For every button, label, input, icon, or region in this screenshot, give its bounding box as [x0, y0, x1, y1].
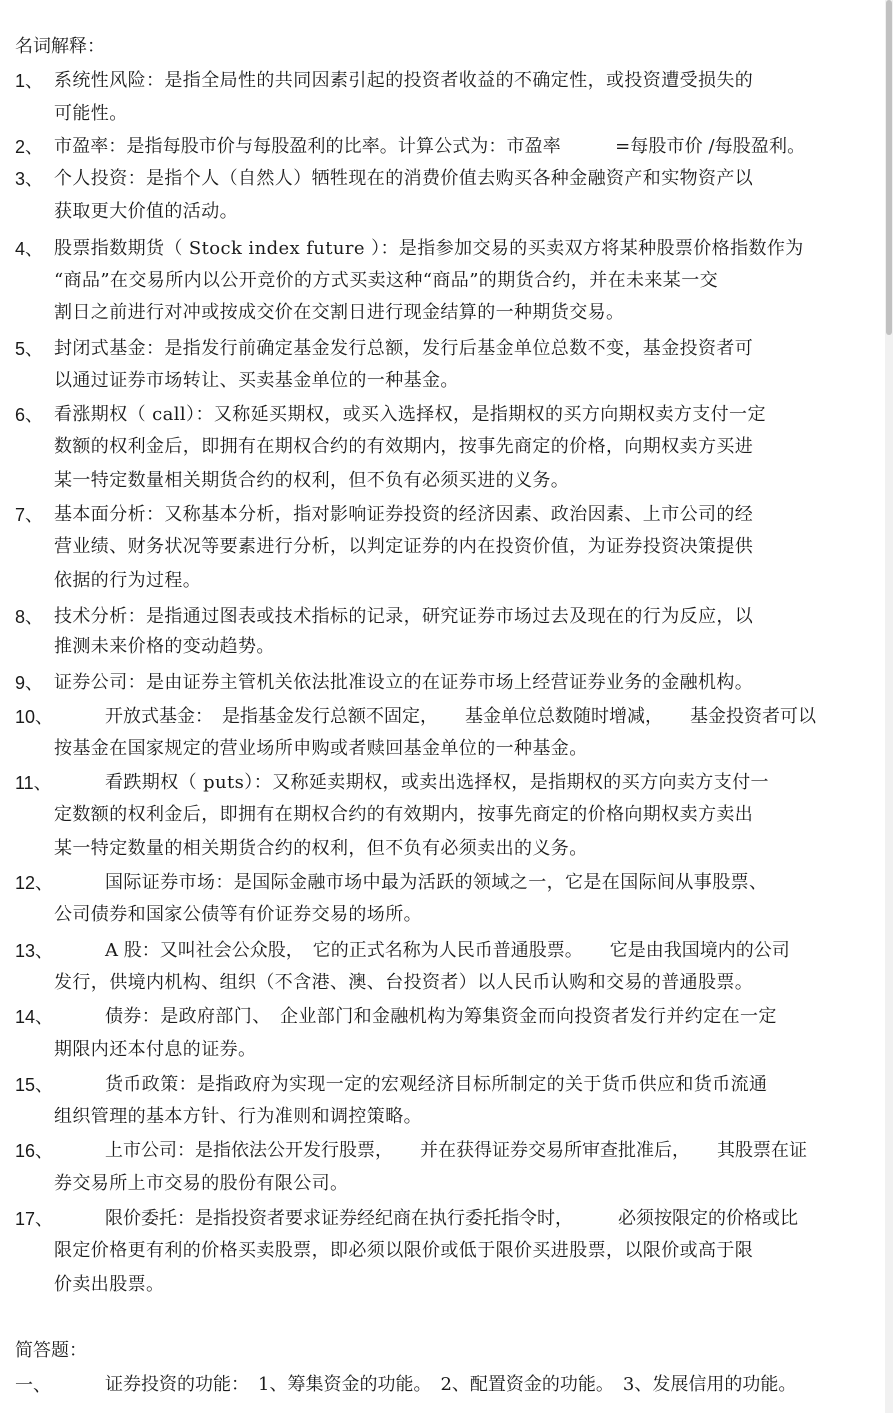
term-line: 技术分析：是指通过图表或技术指标的记录，研究证券市场过去及现在的行为反应，以 [54, 606, 754, 627]
term-line: 发行，供境内机构、组织（不含港、澳、台投资者）以人民币认购和交易的普通股票。 [54, 972, 754, 993]
short-answer-heading: 简答题： [15, 1340, 87, 1361]
term-number: 13、 [15, 941, 54, 961]
term-line: “商品”在交易所内以公开竞价的方式买卖这种“商品”的期货合约，并在未来某一交 [54, 270, 719, 291]
term-line: 某一特定数量相关期货合约的权利，但不负有必须买进的义务。 [54, 470, 570, 491]
term-line: 公司债券和国家公债等有价证券交易的场所。 [54, 904, 422, 925]
term-number: 15、 [15, 1075, 54, 1095]
term-line: 组织管理的基本方针、行为准则和调控策略。 [54, 1106, 422, 1127]
term-number: 2、 [15, 137, 44, 157]
term-line: 上市公司：是指依法公开发行股票， 并在获得证券交易所审查批准后， 其股票在证 [105, 1140, 807, 1161]
short-item-line: 证券投资的功能： 1、筹集资金的功能。 2、配置资金的功能。 3、发展信用的功能。 [105, 1374, 797, 1395]
term-line: 封闭式基金：是指发行前确定基金发行总额，发行后基金单位总数不变，基金投资者可 [54, 338, 754, 359]
term-number: 6、 [15, 405, 44, 425]
term-line: 可能性。 [54, 103, 128, 124]
term-line: 割日之前进行对冲或按成交价在交割日进行现金结算的一种期货交易。 [54, 302, 625, 323]
term-line: 证券公司：是由证券主管机关依法批准设立的在证券市场上经营证券业务的金融机构。 [54, 672, 754, 693]
term-number: 7、 [15, 505, 44, 525]
term-number: 16、 [15, 1141, 54, 1161]
term-line: 基本面分析：又称基本分析，指对影响证券投资的经济因素、政治因素、上市公司的经 [54, 504, 754, 525]
term-line: 依据的行为过程。 [54, 570, 202, 591]
vertical-scrollbar[interactable] [885, 0, 893, 1413]
term-line: 数额的权利金后，即拥有在期权合约的有效期内，按事先商定的价格，向期权卖方买进 [54, 436, 754, 457]
term-number: 12、 [15, 873, 54, 893]
term-number: 4、 [15, 239, 44, 259]
term-line: 限价委托：是指投资者要求证券经纪商在执行委托指令时， 必须按限定的价格或比 [105, 1208, 798, 1229]
term-number: 10、 [15, 707, 54, 727]
term-line: 系统性风险：是指全局性的共同因素引起的投资者收益的不确定性，或投资遭受损失的 [54, 70, 754, 91]
term-number: 1、 [15, 71, 44, 91]
term-line: 限定价格更有利的价格买卖股票，即必须以限价或低于限价买进股票，以限价或高于限 [54, 1240, 754, 1261]
term-line: 看涨期权（ call）：又称延买期权，或买入选择权，是指期权的买方向期权卖方支付一定 [54, 404, 766, 425]
terms-heading: 名词解释： [15, 36, 105, 57]
term-number: 14、 [15, 1007, 54, 1027]
term-number: 11、 [15, 773, 52, 793]
term-line: 个人投资：是指个人（自然人）牺牲现在的消费价值去购买各种金融资产和实物资产以 [54, 168, 754, 189]
term-number: 3、 [15, 169, 44, 189]
term-line: 期限内还本付息的证券。 [54, 1039, 257, 1060]
term-line: 以通过证券市场转让、买卖基金单位的一种基金。 [54, 370, 459, 391]
term-line: 获取更大价值的活动。 [54, 201, 238, 222]
term-line: 国际证券市场：是国际金融市场中最为活跃的领域之一，它是在国际间从事股票、 [105, 872, 768, 893]
term-line: 按基金在国家规定的营业场所申购或者赎回基金单位的一种基金。 [54, 738, 588, 759]
short-item-number: 一、 [15, 1375, 51, 1395]
term-line: A 股：又叫社会公众股， 它的正式名称为人民币普通股票。 它是由我国境内的公司 [105, 940, 790, 961]
term-line: 股票指数期货（ Stock index future ）：是指参加交易的买卖双方将某种股票价格指数作为 [54, 238, 804, 259]
term-line: 开放式基金： 是指基金发行总额不固定， 基金单位总数随时增减， 基金投资者可以 [105, 706, 816, 727]
term-line: 市盈率：是指每股市价与每股盈利的比率。计算公式为：市盈率 =每股市价 /每股盈利。 [54, 136, 806, 157]
term-line: 推测未来价格的变动趋势。 [54, 636, 275, 657]
scrollbar-thumb[interactable] [886, 0, 892, 335]
term-number: 17、 [15, 1209, 54, 1229]
term-line: 货币政策：是指政府为实现一定的宏观经济目标所制定的关于货币供应和货币流通 [105, 1074, 768, 1095]
term-line: 券交易所上市交易的股份有限公司。 [54, 1173, 349, 1194]
term-number: 5、 [15, 339, 44, 359]
term-line: 看跌期权（ puts）：又称延卖期权，或卖出选择权，是指期权的买方向卖方支付一 [105, 772, 769, 793]
term-line: 定数额的权利金后，即拥有在期权合约的有效期内，按事先商定的价格向期权卖方卖出 [54, 804, 754, 825]
term-line: 营业绩、财务状况等要素进行分析，以判定证券的内在投资价值，为证券投资决策提供 [54, 536, 754, 557]
term-line: 价卖出股票。 [54, 1274, 165, 1295]
term-number: 9、 [15, 673, 44, 693]
term-number: 8、 [15, 607, 44, 627]
term-line: 债券：是政府部门、 企业部门和金融机构为筹集资金而向投资者发行并约定在一定 [105, 1006, 777, 1027]
term-line: 某一特定数量的相关期货合约的权利，但不负有必须卖出的义务。 [54, 838, 588, 859]
